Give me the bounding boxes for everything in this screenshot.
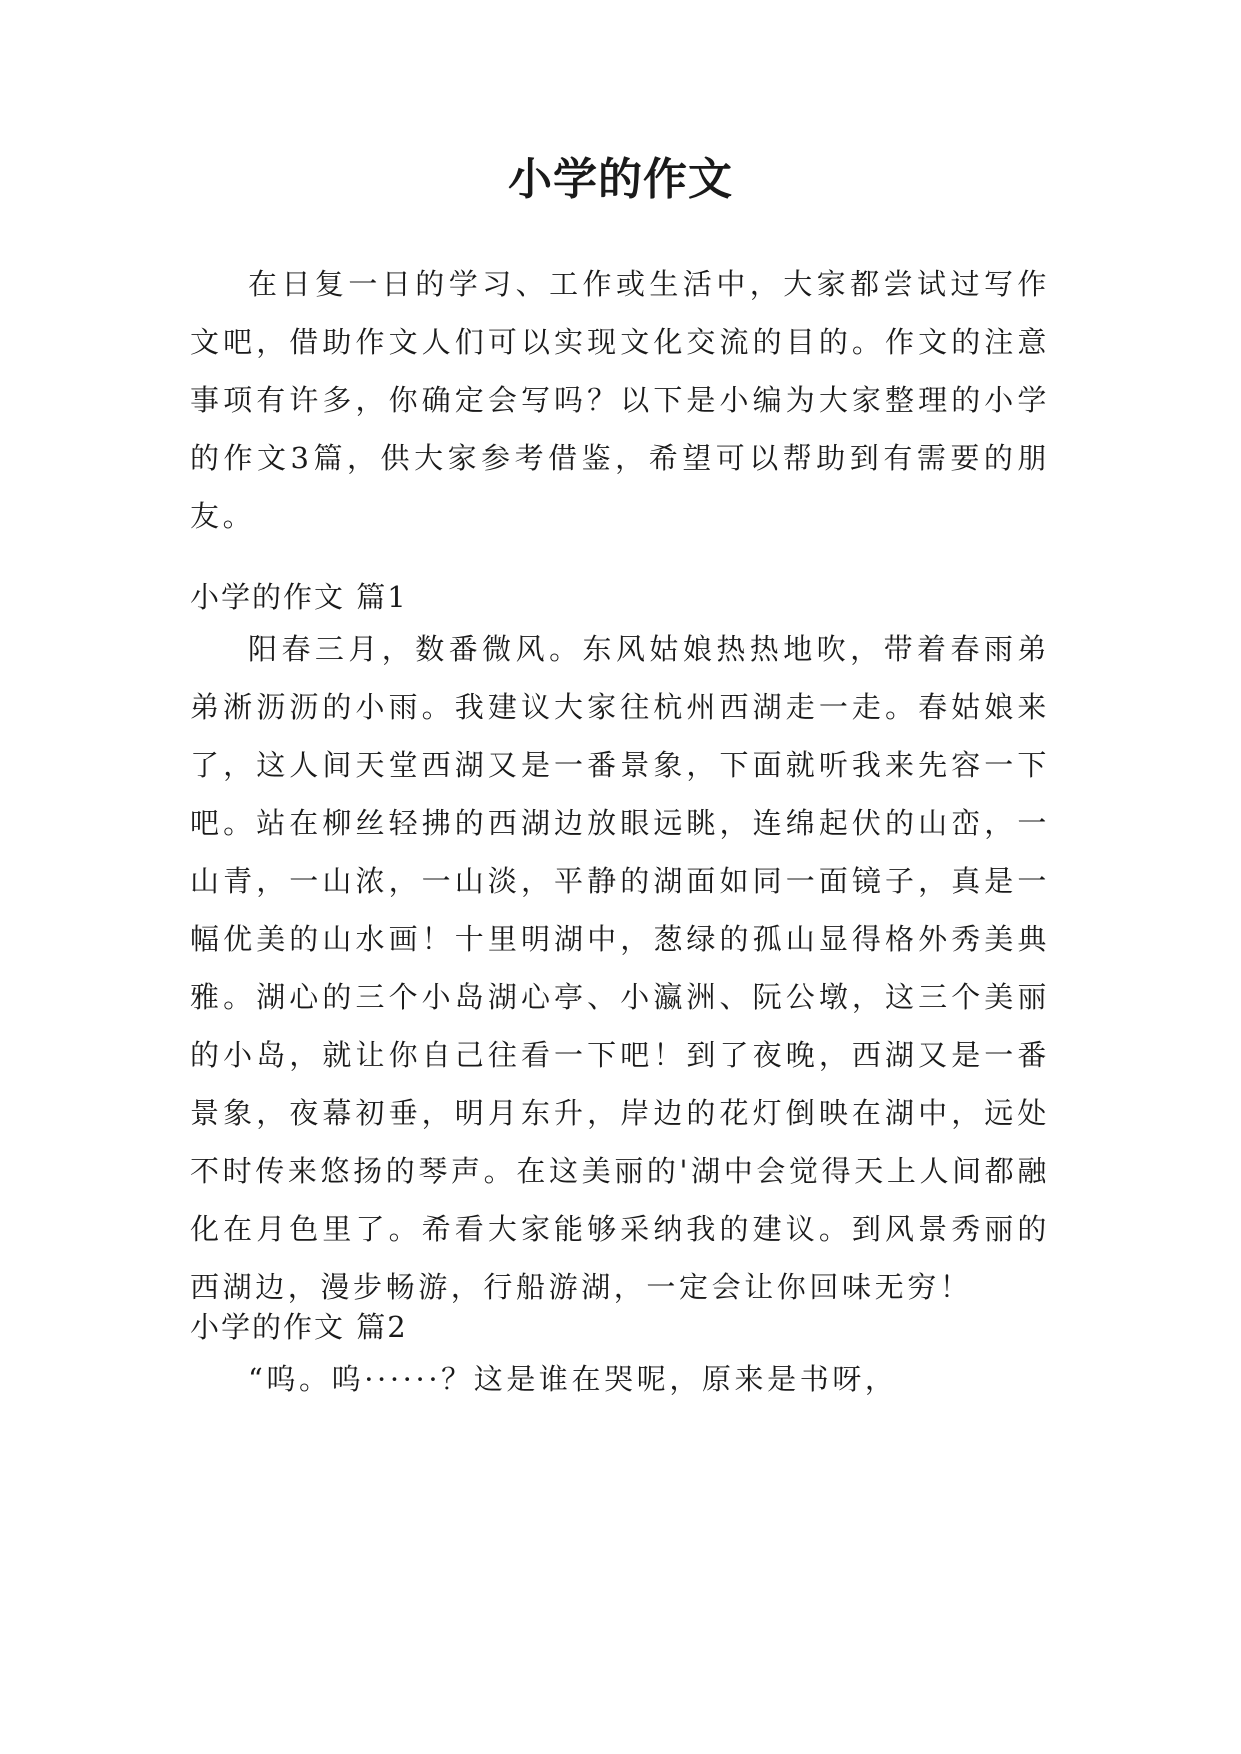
section-body-1: 阳春三月，数番微风。东风姑娘热热地吹，带着春雨弟弟淅沥沥的小雨。我建议大家往杭州西湖走一走。春姑娘来了，这人间天堂西湖又是一番景象，下面就听我来先容一下吧。站在柳丝轻拂的西湖边放眼远眺，连绵起伏的山峦，一山青，一山浓，一山淡，平静的湖面如同一面镜子，真是一幅优美的山水画！十里明湖中，葱绿的孤山显得格外秀美典雅。湖心的三个小岛湖心亭、小瀛洲、阮公墩，这三个美丽的小岛，就让你自己往看一下吧！到了夜晚，西湖又是一番景象，夜幕初垂，明月东升，岸边的花灯倒映在湖中，远处不时传来悠扬的琴声。在这美丽的'湖中会觉得天上人间都融化在月色里了。希看大家能够采纳我的建议。到风景秀丽的西湖边，漫步畅游，行船游湖，一定会让你回味无穷！ [190,632,1050,1304]
intro-paragraph: 在日复一日的学习、工作或生活中，大家都尝试过写作文吧，借助作文人们可以实现文化交流的目的。作文的注意事项有许多，你确定会写吗？以下是小编为大家整理的小学的作文3篇，供大家参考借鉴，希望可以帮助到有需要的朋友。 [190,267,1050,533]
section-heading-1: 小学的作文 篇1 [190,580,408,614]
section-body-2: “呜。呜······？这是谁在哭呢，原来是书呀， [248,1362,898,1396]
section-heading-2: 小学的作文 篇2 [190,1310,408,1344]
page-title: 小学的作文 [508,154,733,205]
